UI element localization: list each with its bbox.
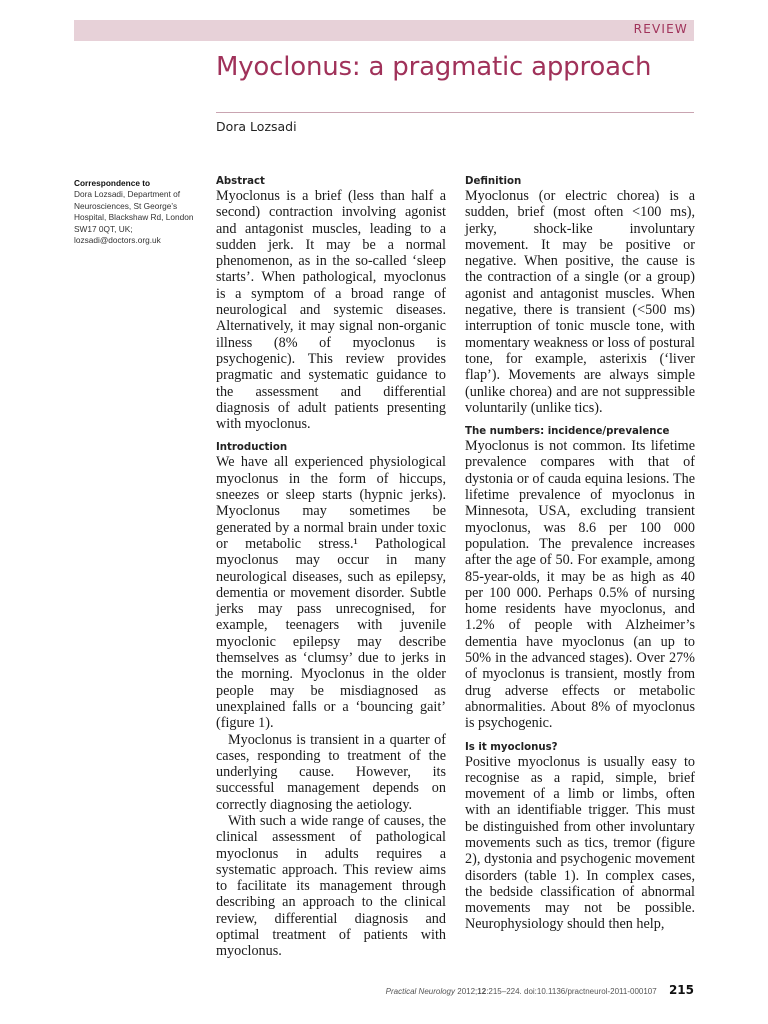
paragraph: Myoclonus is transient in a quarter of cases, responding to treatment of the underlying cause. However, its successful management depends on correctly diagnosing the aetiology.	[216, 731, 446, 813]
page-footer	[370, 983, 694, 997]
author-name: Dora Lozsadi	[216, 119, 297, 134]
definition-section	[465, 176, 695, 416]
article-title: Myoclonus: a pragmatic approach	[216, 52, 652, 82]
paragraph: We have all experienced physiological myoclonus in the form of hiccups, sneezes or sleep starts (hypnic jerks). Myoclonus may sometimes be generated by a normal brain under toxic or metabolic stress.¹ Pathological myoclonus may occur in many neurological diseases, such as epilepsy, dementia or movement disorder. Subtle jerks may pass unrecognised, for example, teenagers with juvenile myoclonic epilepsy may describe themselves as ‘clumsy’ due to jerks in the morning. Myoclonus in the older people may be misdiagnosed as unexplained falls or a ‘bouncing gait’ (figure 1).	[216, 454, 446, 732]
section-label: REVIEW	[633, 22, 688, 36]
correspondence-line: SW17 0QT, UK;	[74, 223, 133, 234]
section-heading: Is it myoclonus?	[465, 741, 558, 753]
introduction-section	[216, 442, 446, 959]
correspondence-line: Neurosciences, St George’s	[74, 200, 178, 211]
citation-volume: 12	[477, 987, 487, 996]
abstract-section	[216, 176, 446, 432]
section-heading: Abstract	[216, 176, 265, 187]
citation-doi: :215–224. doi:10.1136/practneurol-2011-000107	[486, 987, 657, 996]
is-it-myoclonus-section	[465, 742, 695, 933]
left-column	[216, 176, 446, 970]
paragraph: Positive myoclonus is usually easy to recognise as a rapid, simple, brief movement of a limb or limbs, often with an identifiable trigger. This must be distinguished from other involuntary movements such as tics, tremor (figure 2), dystonia and psychogenic movement disorders (table 1). In complex cases, the bedside classification of abnormal movements may not be possible. Neurophysiology should then help,	[465, 753, 695, 933]
correspondence-block	[74, 178, 204, 247]
correspondence-line: Hospital, Blackshaw Rd, London	[74, 212, 194, 223]
right-column	[465, 176, 695, 943]
paragraph: With such a wide range of causes, the clinical assessment of pathological myoclonus in adults requires a systematic approach. This review aims to facilitate its management through describing an approach to the clinical review, differential diagnosis and optimal treatment of patients with myoclonus.	[216, 812, 446, 960]
section-band	[74, 20, 694, 41]
section-heading: Introduction	[216, 442, 288, 454]
section-heading: The numbers: incidence/prevalence	[465, 426, 670, 438]
paragraph: Myoclonus is not common. Its lifetime prevalence compares with that of dystonia or of cauda equina lesions. The lifetime prevalence of myoclonus in Minnesota, USA, excluding transient myoclonus, was 8.6 per 100 000 population. The prevalence increases after the age of 50. For example, among 85-year-olds, it may be as high as 40 per 100 000. Perhaps 0.5% of nursing home residents have myoclonus, and 1.2% of people with Alzheimer’s dementia have myoclonus (an up to 50% in the advanced stages). Over 27% of myoclonus is transient, mostly from drug adverse effects or metabolic abnormalities. About 8% of myoclonus is psychogenic.	[465, 438, 695, 732]
journal-name: Practical Neurology	[385, 987, 456, 996]
correspondence-heading: Correspondence to	[74, 178, 151, 188]
page-number: 215	[668, 983, 694, 997]
paragraph: Myoclonus is a brief (less than half a second) contraction involving agonist and antagonist muscles, leading to a sudden jerk. It may be a normal phenomenon, as in the so-called ‘sleep starts’. When pathological, myoclonus is a symptom of a broad range of neurological and systemic diseases. Alternatively, it may signal non-organic illness (8% of myoclonus is psychogenic). This review provides pragmatic and systematic guidance to the assessment and differential diagnosis of adult patients presenting with myoclonus.	[216, 188, 446, 433]
citation-year: 2012;	[457, 987, 478, 996]
paragraph: Myoclonus (or electric chorea) is a sudden, brief (most often <100 ms), jerky, shock-like involuntary movement. It may be positive or negative. When positive, the cause is the contraction of a single (or a group) agonist and antagonist muscles. When negative, there is transient (<500 ms) interruption of tonic muscle tone, with momentary weakness or loss of postural tone, for example, asterixis (‘liver flap’). Movements are always simple (unlike chorea) and are not suppressible voluntarily (unlike tics).	[465, 188, 695, 416]
prevalence-section	[465, 426, 695, 731]
section-heading: Definition	[465, 176, 522, 187]
title-rule	[216, 112, 694, 113]
correspondence-line: Dora Lozsadi, Department of	[74, 189, 181, 200]
correspondence-email[interactable]: lozsadi@doctors.org.uk	[74, 235, 161, 246]
